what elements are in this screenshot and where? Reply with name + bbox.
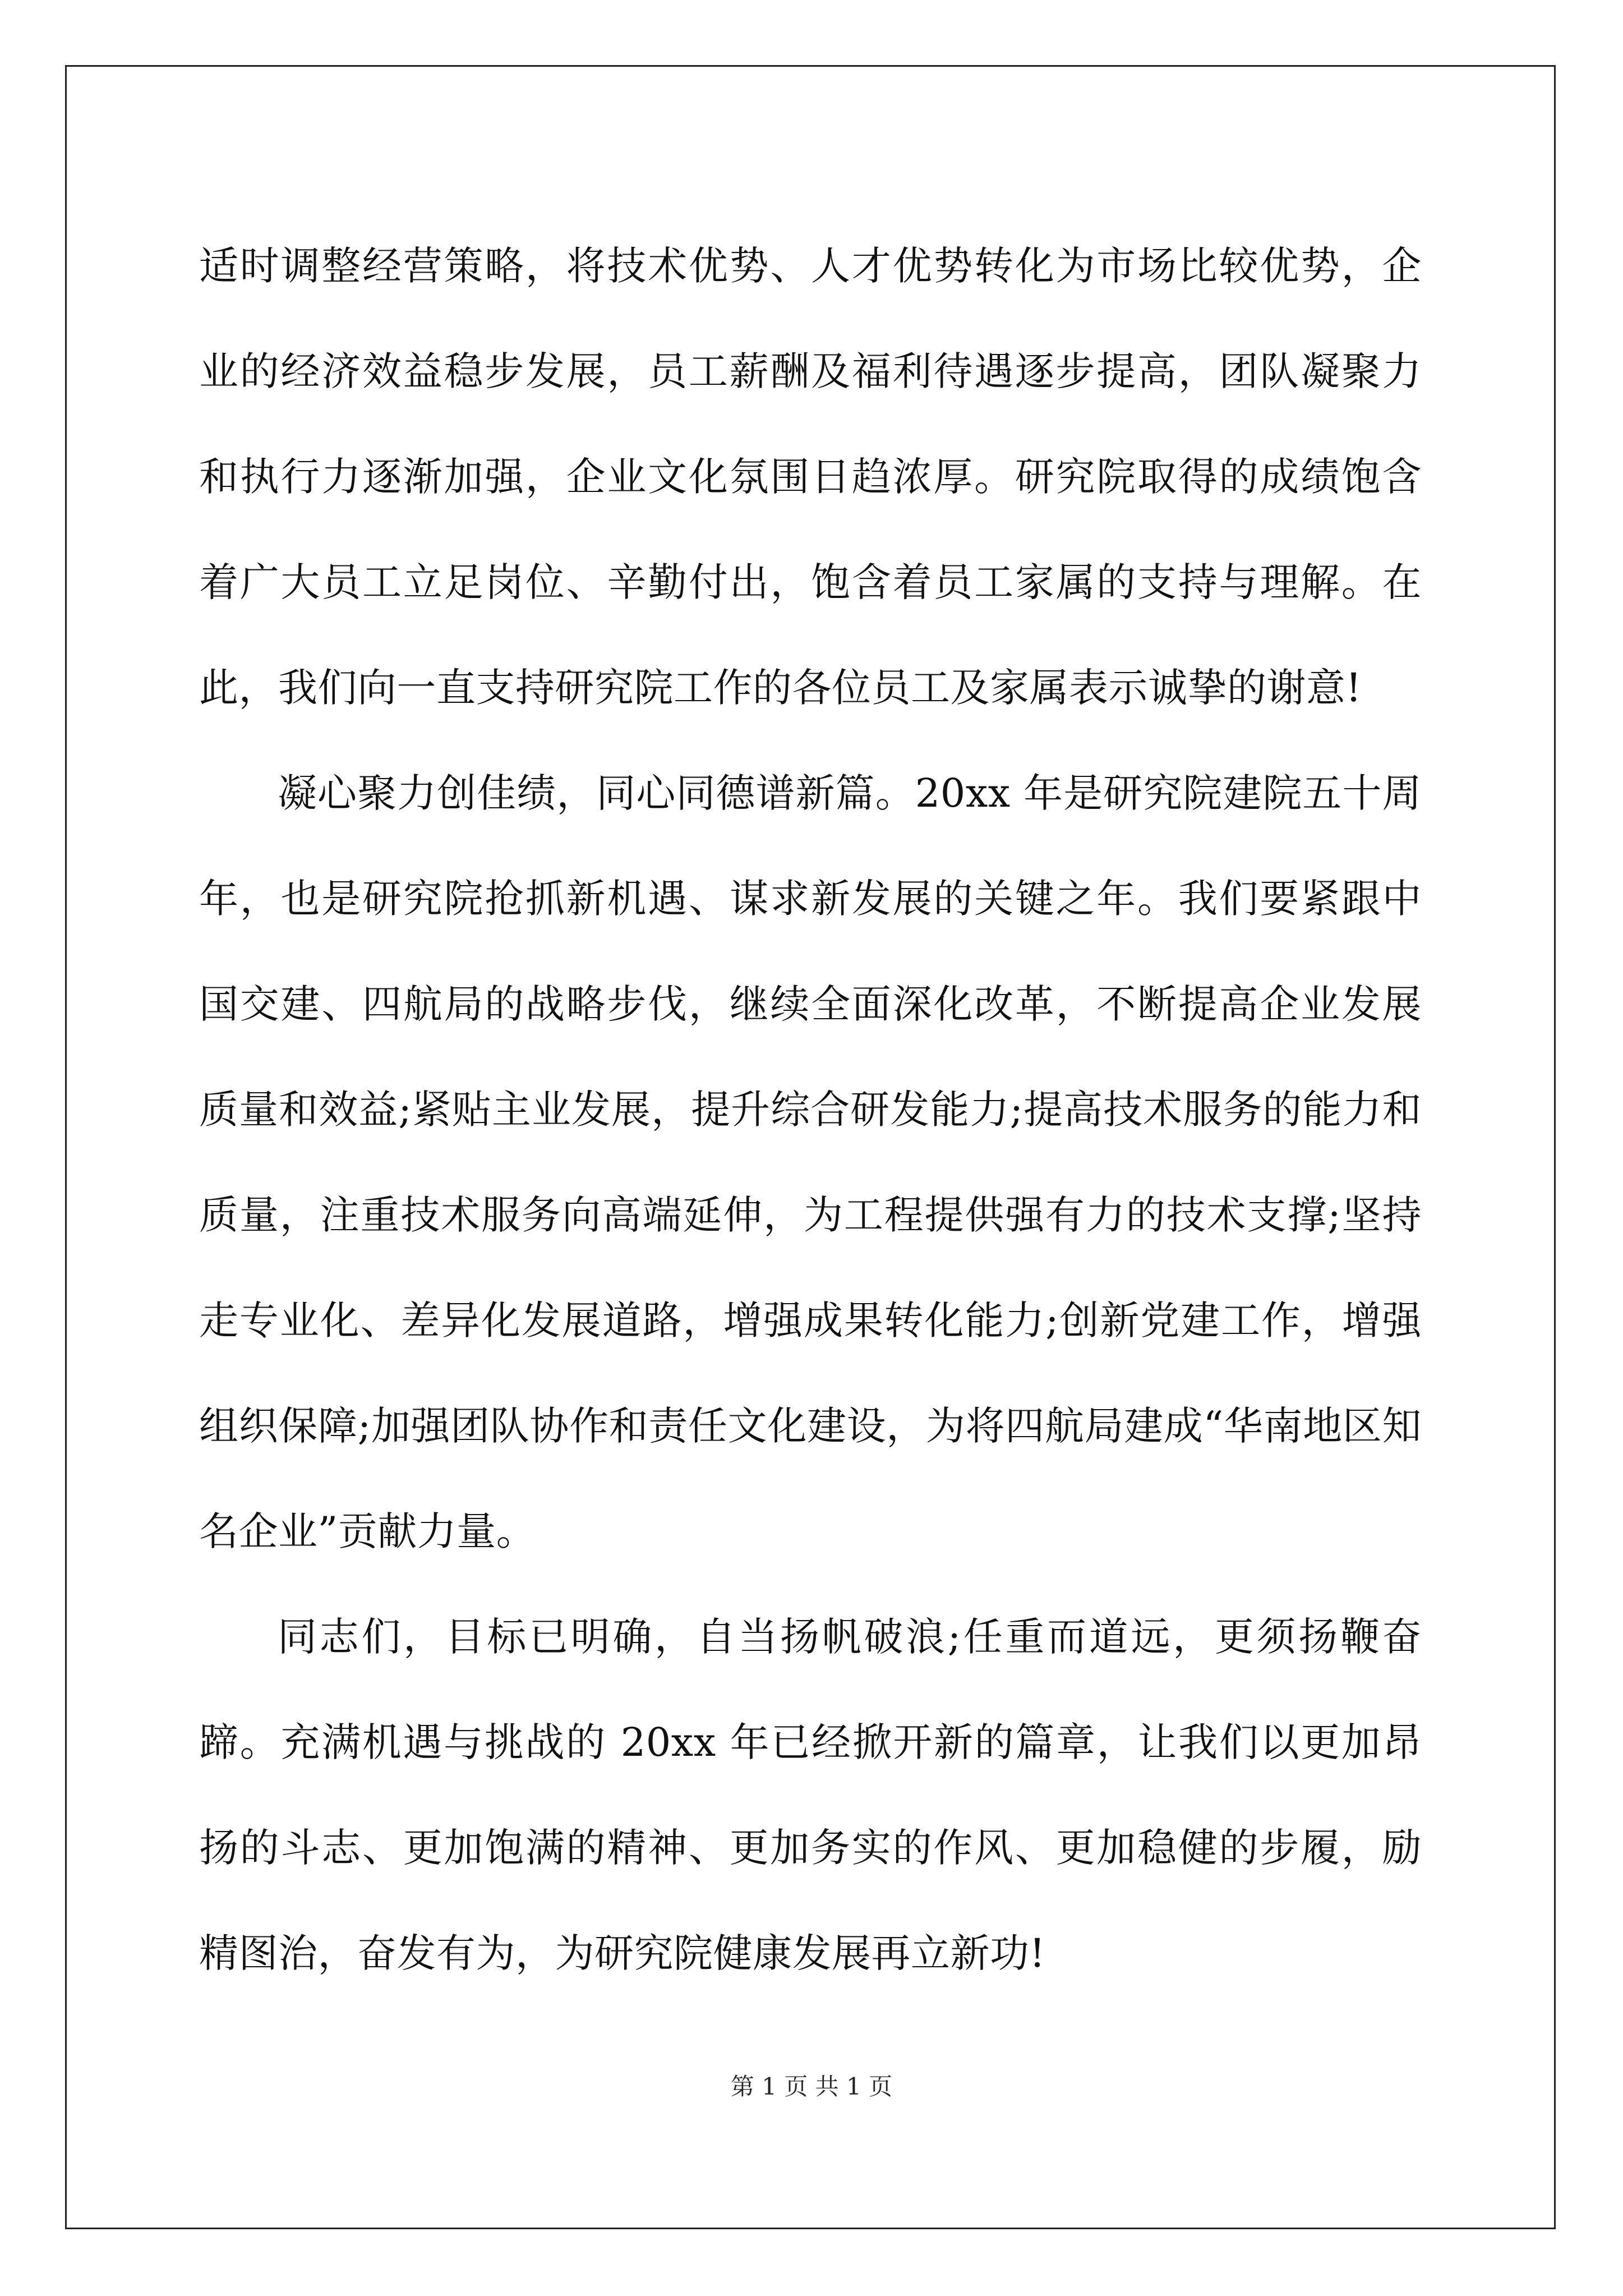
paragraph-3: 同志们，目标已明确，自当扬帆破浪;任重而道远，更须扬鞭奋蹄。充满机遇与挑战的 20xx 年已经掀开新的篇章，让我们以更加昂扬的斗志、更加饱满的精神、更加务实的作风、更加稳健的步履，励精图治，奋发有为，为研究院健康发展再立新功! bbox=[199, 1614, 1422, 1976]
document-body bbox=[199, 213, 1422, 2006]
paragraph-1: 适时调整经营策略，将技术优势、人才优势转化为市场比较优势，企业的经济效益稳步发展，员工薪酬及福利待遇逐步提高，团队凝聚力和执行力逐渐加强，企业文化氛围日趋浓厚。研究院取得的成绩饱含着广大员工立足岗位、辛勤付出，饱含着员工家属的支持与理解。在此，我们向一直支持研究院工作的各位员工及家属表示诚挚的谢意! bbox=[199, 243, 1422, 711]
page-number-footer: 第 1 页 共 1 页 bbox=[730, 2073, 893, 2100]
paragraph-2: 凝心聚力创佳绩，同心同德谱新篇。20xx 年是研究院建院五十周年，也是研究院抢抓新机遇、谋求新发展的关键之年。我们要紧跟中国交建、四航局的战略步伐，继续全面深化改革，不断提高企业发展质量和效益;紧贴主业发展，提升综合研发能力;提高技术服务的能力和质量，注重技术服务向高端延伸，为工程提供强有力的技术支撑;坚持走专业化、差异化发展道路，增强成果转化能力;创新党建工作，增强组织保障;加强团队协作和责任文化建设，为将四航局建成“华南地区知名企业”贡献力量。 bbox=[199, 770, 1422, 1554]
